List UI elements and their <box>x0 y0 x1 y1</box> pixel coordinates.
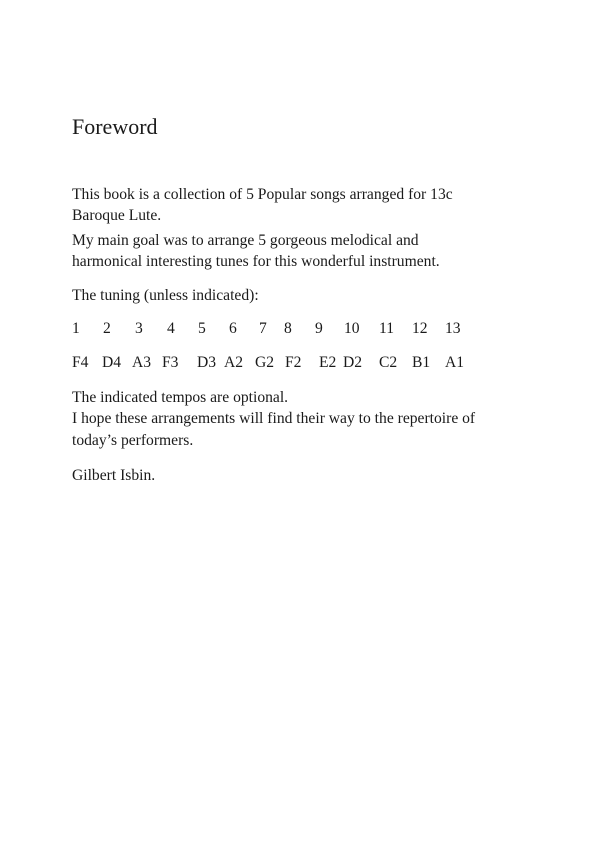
course-note: D3 <box>197 354 217 371</box>
course-number: 2 <box>103 320 111 337</box>
course-number: 5 <box>198 320 206 337</box>
course-note-row <box>72 352 492 373</box>
course-number: 9 <box>315 320 323 337</box>
intro-line-1: This book is a collection of 5 Popular songs arranged for 13c <box>72 186 453 203</box>
closing-line-1: The indicated tempos are optional. <box>72 389 289 406</box>
course-note: A1 <box>445 354 465 371</box>
course-note: D2 <box>343 354 363 371</box>
page-title: Foreword <box>72 114 158 139</box>
closing-line-2: I hope these arrangements will find their way to the repertoire of <box>72 410 476 427</box>
signature: Gilbert Isbin. <box>72 467 156 484</box>
intro-line-3: My main goal was to arrange 5 gorgeous melodical and <box>72 232 419 249</box>
course-number: 1 <box>72 320 80 337</box>
course-note: F3 <box>162 354 179 371</box>
course-number: 7 <box>259 320 267 337</box>
course-note: D4 <box>102 354 122 371</box>
course-number: 13 <box>445 320 461 337</box>
course-number: 12 <box>412 320 428 337</box>
tuning-heading: The tuning (unless indicated): <box>72 287 259 304</box>
course-note: E2 <box>319 354 337 371</box>
course-note: B1 <box>412 354 431 371</box>
course-number-row <box>72 318 492 339</box>
course-number: 11 <box>379 320 395 337</box>
course-note: F4 <box>72 354 89 371</box>
course-number: 3 <box>135 320 143 337</box>
course-note: F2 <box>285 354 302 371</box>
closing-line-3: today’s performers. <box>72 432 194 449</box>
course-number: 8 <box>284 320 292 337</box>
course-note: C2 <box>379 354 398 371</box>
intro-line-4: harmonical interesting tunes for this wonderful instrument. <box>72 253 440 270</box>
course-number: 6 <box>229 320 237 337</box>
intro-line-2: Baroque Lute. <box>72 207 162 224</box>
course-number: 10 <box>344 320 360 337</box>
course-note: G2 <box>255 354 275 371</box>
course-number: 4 <box>167 320 175 337</box>
course-note: A3 <box>132 354 152 371</box>
course-note: A2 <box>224 354 244 371</box>
